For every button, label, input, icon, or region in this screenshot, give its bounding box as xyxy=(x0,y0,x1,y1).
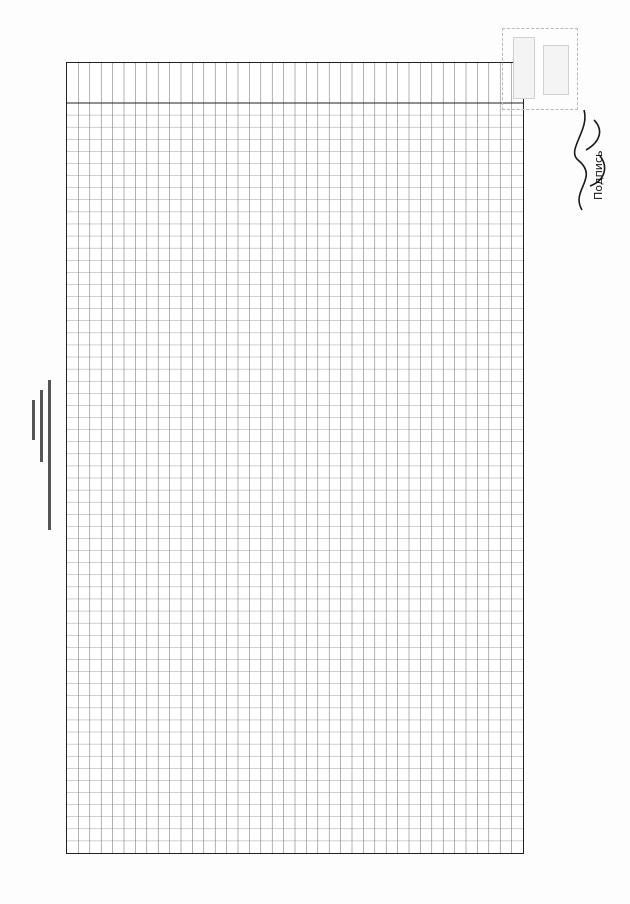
table-grid xyxy=(67,63,523,853)
document-header xyxy=(28,380,64,540)
header-line xyxy=(40,390,43,462)
stamp-area xyxy=(543,45,569,95)
header-line xyxy=(32,400,35,440)
stamp-area xyxy=(513,37,535,99)
header-line xyxy=(48,380,51,530)
signature-caption: Подпись xyxy=(592,150,605,200)
data-table xyxy=(66,62,524,854)
